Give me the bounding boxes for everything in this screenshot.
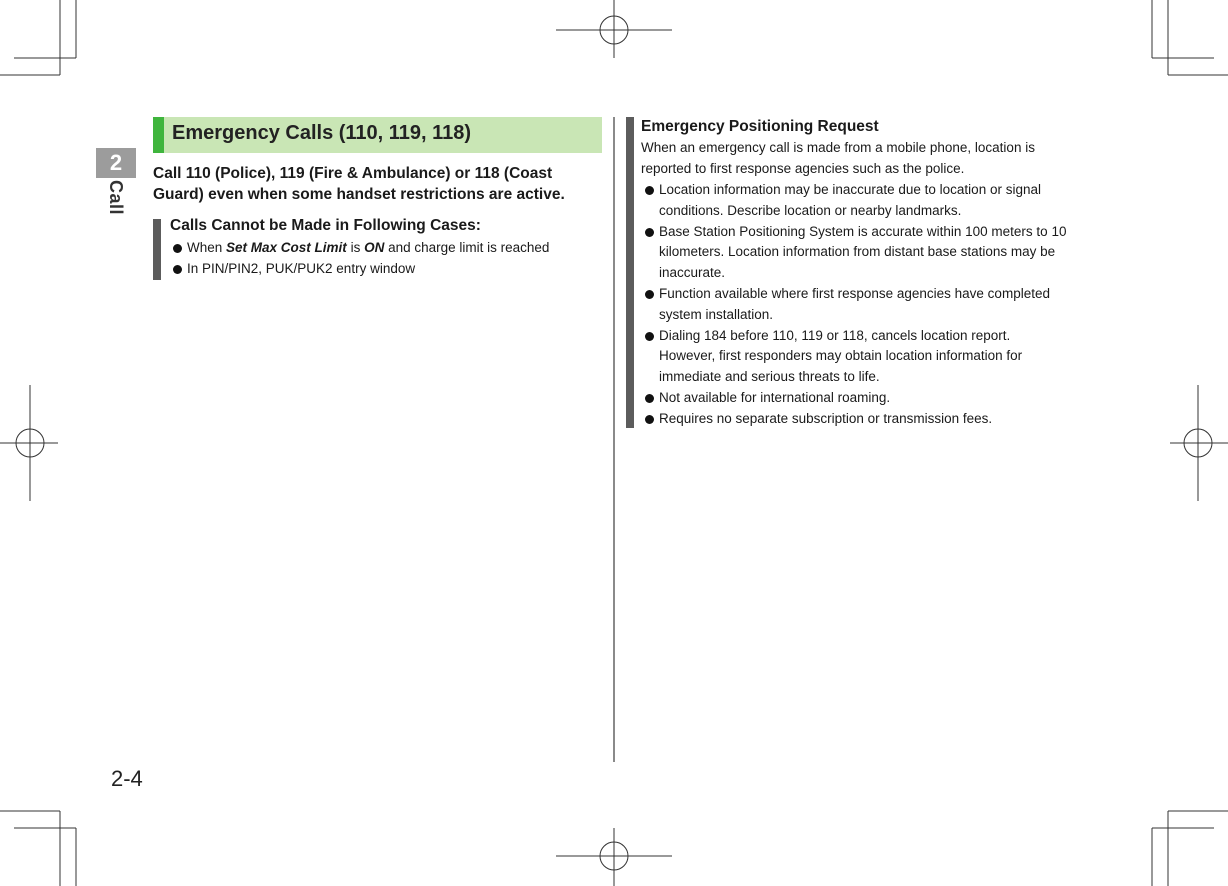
- item-text: Not available for international roaming.: [659, 389, 891, 405]
- bullet-icon: [645, 394, 654, 403]
- note-title: Calls Cannot be Made in Following Cases:: [170, 217, 481, 234]
- chapter-label: Call: [106, 180, 126, 216]
- item-text: Location information may be inaccurate due to location or signal conditions. Describe location or nearby landmarks.: [659, 182, 1041, 218]
- list-item: [170, 238, 600, 259]
- list-item: [642, 388, 1067, 409]
- note-bar-right: [626, 117, 634, 428]
- list-item: [642, 409, 1067, 430]
- list-item: [642, 180, 1067, 222]
- restriction-list: [170, 238, 600, 280]
- setting-value: ON: [364, 240, 385, 255]
- bullet-icon: [173, 244, 182, 253]
- column-divider: [613, 117, 615, 762]
- menu-term: Set Max Cost Limit: [226, 240, 347, 255]
- section-heading: Emergency Calls (110, 119, 118): [172, 122, 472, 144]
- list-item: [642, 284, 1067, 326]
- item-text: Base Station Positioning System is accurate within 100 meters to 10 kilometers. Location information from distant base stations may be inaccurate.: [659, 223, 1067, 281]
- item-text: Requires no separate subscription or transmission fees.: [659, 410, 993, 426]
- list-item: [170, 259, 600, 280]
- positioning-title: Emergency Positioning Request: [641, 118, 879, 135]
- bullet-icon: [645, 332, 654, 341]
- list-item: [642, 326, 1067, 388]
- item-text: In PIN/PIN2, PUK/PUK2 entry window: [187, 260, 416, 276]
- item-text: is: [346, 240, 365, 255]
- bullet-icon: [645, 186, 654, 195]
- page-number: 2-4: [111, 766, 143, 791]
- bullet-icon: [645, 415, 654, 424]
- item-text: Dialing 184 before 110, 119 or 118, cancels location report. However, first responders may obtain location information for immediate and serious threats to life.: [659, 327, 1023, 385]
- bullet-icon: [645, 290, 654, 299]
- section-intro: Call 110 (Police), 119 (Fire & Ambulance) or 118 (Coast Guard) even when some handset restrictions are active.: [153, 165, 565, 203]
- item-text: Function available where first response agencies have completed system installation.: [659, 285, 1050, 322]
- item-text: and charge limit is reached: [384, 240, 550, 255]
- positioning-description: When an emergency call is made from a mobile phone, location is reported to first response agencies such as the police.: [641, 140, 1035, 176]
- positioning-list: [642, 180, 1067, 430]
- note-bar-left: [153, 219, 161, 280]
- item-text: When: [187, 240, 227, 255]
- bullet-icon: [173, 265, 182, 274]
- chapter-number: 2: [96, 148, 136, 178]
- bullet-icon: [645, 228, 654, 237]
- list-item: [642, 222, 1067, 284]
